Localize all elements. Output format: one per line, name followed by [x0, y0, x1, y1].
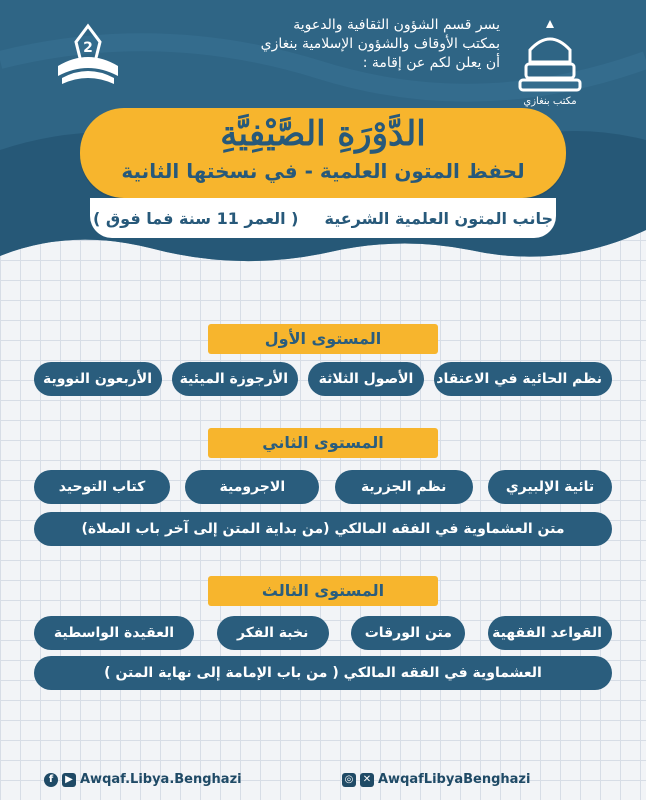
level-1-title: المستوى الأول — [208, 324, 438, 354]
office-logo — [500, 18, 600, 108]
footer-left-handle: Awqaf.Libya.Benghazi — [80, 772, 242, 787]
level-3-item: القواعد الفقهية — [488, 616, 612, 650]
level-3-wide-item: العشماوية في الفقه المالكي ( من باب الإمامة إلى نهاية المتن ) — [34, 656, 612, 690]
course-subtitle: لحفظ المتون العلمية - في نسختها الثانية — [121, 159, 525, 183]
footer-right — [342, 772, 530, 787]
level-3-item: متن الورقات — [351, 616, 465, 650]
intro-text — [150, 16, 500, 73]
youtube-icon: ▶ — [62, 773, 76, 787]
level-1-item: الأصول الثلاثة — [308, 362, 424, 396]
instagram-icon: ◎ — [342, 773, 356, 787]
level-2-item: تائية الإلبيري — [488, 470, 612, 504]
age-label: ( العمر 11 سنة فما فوق ) — [92, 208, 299, 228]
intro-line-1: يسر قسم الشؤون الثقافية والدعوية — [293, 17, 500, 33]
level-2-row — [34, 470, 612, 504]
title-box — [80, 108, 566, 198]
level-2-item: نظم الجزرية — [335, 470, 473, 504]
track-box — [90, 198, 556, 238]
program-logo — [48, 18, 128, 98]
level-1-row — [34, 362, 612, 396]
level-2-item: الاجرومية — [185, 470, 319, 504]
level-3-title: المستوى الثالث — [208, 576, 438, 606]
level-2-wide-item: متن العشماوية في الفقه المالكي (من بداية المتن إلى آخر باب الصلاة) — [34, 512, 612, 546]
level-2-title: المستوى الثاني — [208, 428, 438, 458]
level-1-item: الأربعون النووية — [34, 362, 162, 396]
track-label: جانب المتون العلمية الشرعية — [324, 208, 554, 228]
office-logo-caption: مكتب بنغازي — [523, 96, 577, 107]
course-title: الدَّوْرَةِ الصَّيْفِيَّةِ — [220, 114, 426, 154]
intro-line-3: أن يعلن لكم عن إقامة : — [362, 55, 500, 71]
level-3-item: نخبة الفكر — [217, 616, 329, 650]
footer-left — [44, 772, 242, 787]
facebook-icon: f — [44, 773, 58, 787]
level-3-item: العقيدة الواسطية — [34, 616, 194, 650]
level-2-item: كتاب التوحيد — [34, 470, 170, 504]
level-1-item: نظم الحائية في الاعتقاد — [434, 362, 612, 396]
level-3-row — [34, 616, 612, 650]
x-icon: ✕ — [360, 773, 374, 787]
footer-right-handle: AwqafLibyaBenghazi — [378, 772, 531, 787]
level-1-item: الأرجوزة الميئية — [172, 362, 298, 396]
intro-line-2: بمكتب الأوقاف والشؤون الإسلامية بنغازي — [260, 36, 500, 52]
logo-number: 2 — [83, 40, 93, 56]
footer — [0, 762, 646, 800]
